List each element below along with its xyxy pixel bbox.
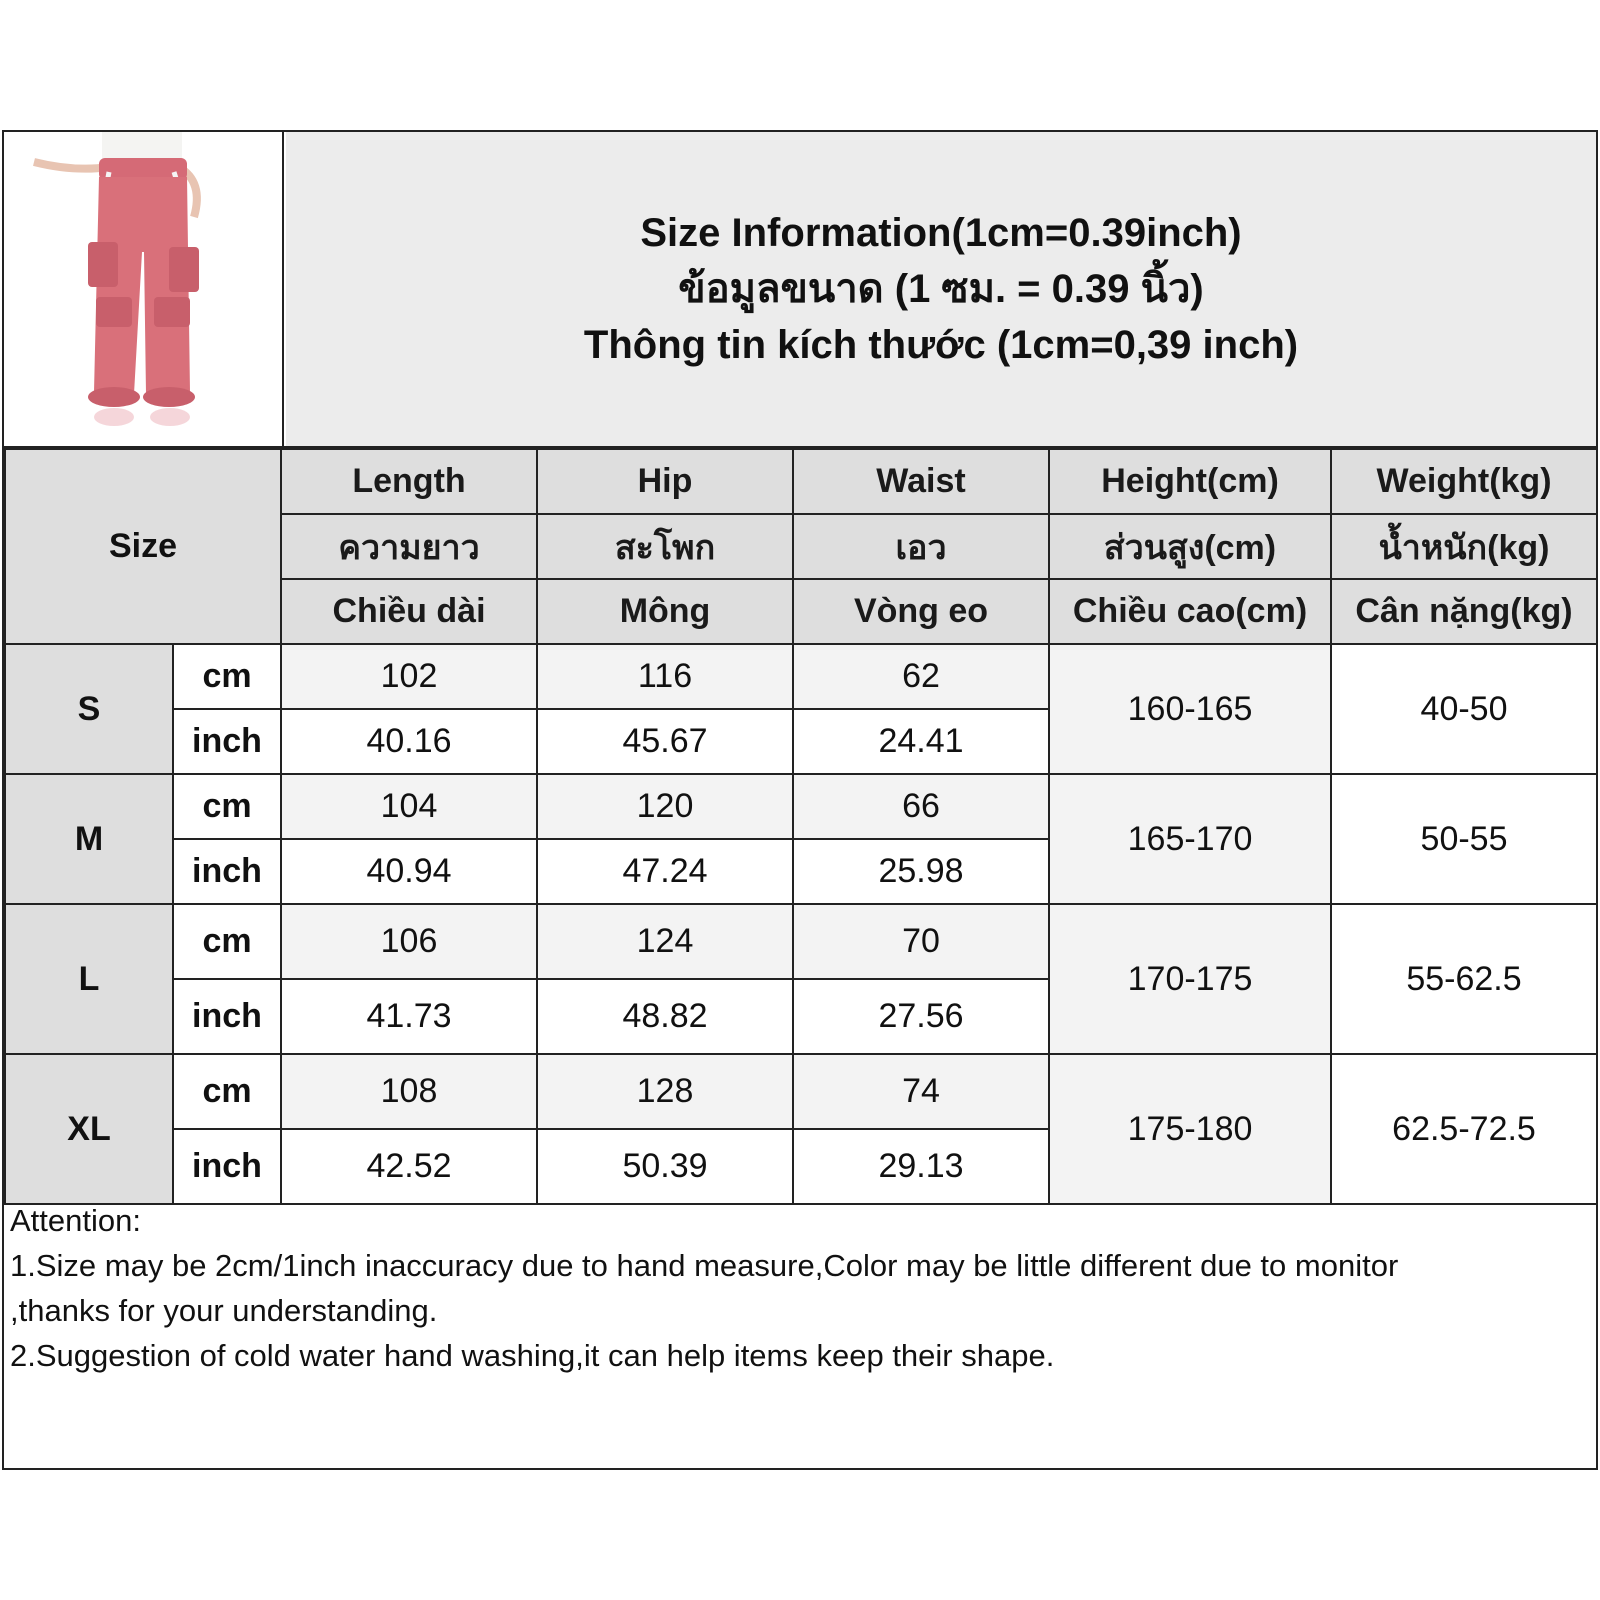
header-waist-th: เอว xyxy=(793,514,1049,579)
cell-value: 40.94 xyxy=(281,839,537,904)
height-range: 170-175 xyxy=(1049,904,1331,1054)
header-length-vi: Chiều dài xyxy=(281,579,537,644)
height-range: 165-170 xyxy=(1049,774,1331,904)
cell-value: 42.52 xyxy=(281,1129,537,1204)
cell-value: 106 xyxy=(281,904,537,979)
unit-label: inch xyxy=(173,979,281,1054)
weight-range: 50-55 xyxy=(1331,774,1597,904)
header-hip-en: Hip xyxy=(537,449,793,514)
size-label: M xyxy=(5,774,173,904)
height-range: 175-180 xyxy=(1049,1054,1331,1204)
table-row xyxy=(5,1054,1597,1129)
chart-header xyxy=(4,132,1596,448)
header-length-th: ความยาว xyxy=(281,514,537,579)
unit-label: cm xyxy=(173,774,281,839)
table-row xyxy=(5,904,1597,979)
unit-label: inch xyxy=(173,1129,281,1204)
table-row xyxy=(5,774,1597,839)
header-waist-en: Waist xyxy=(793,449,1049,514)
cell-value: 41.73 xyxy=(281,979,537,1054)
attention-notes xyxy=(4,1194,1596,1382)
size-chart xyxy=(2,130,1598,1470)
header-length-en: Length xyxy=(281,449,537,514)
cell-value: 66 xyxy=(793,774,1049,839)
cell-value: 25.98 xyxy=(793,839,1049,904)
header-weight-en: Weight(kg) xyxy=(1331,449,1597,514)
header-height-th: ส่วนสูง(cm) xyxy=(1049,514,1331,579)
cell-value: 116 xyxy=(537,644,793,709)
cell-value: 62 xyxy=(793,644,1049,709)
header-height-en: Height(cm) xyxy=(1049,449,1331,514)
header-hip-th: สะโพก xyxy=(537,514,793,579)
cell-value: 104 xyxy=(281,774,537,839)
header-weight-vi: Cân nặng(kg) xyxy=(1331,579,1597,644)
cell-value: 45.67 xyxy=(537,709,793,774)
unit-label: cm xyxy=(173,904,281,979)
unit-label: inch xyxy=(173,839,281,904)
cell-value: 48.82 xyxy=(537,979,793,1054)
header-waist-vi: Vòng eo xyxy=(793,579,1049,644)
cell-value: 128 xyxy=(537,1054,793,1129)
header-hip-vi: Mông xyxy=(537,579,793,644)
cell-value: 40.16 xyxy=(281,709,537,774)
unit-label: cm xyxy=(173,1054,281,1129)
size-label: XL xyxy=(5,1054,173,1204)
weight-range: 55-62.5 xyxy=(1331,904,1597,1054)
notes-heading: Attention: xyxy=(10,1203,141,1238)
title-vietnamese: Thông tin kích thước (1cm=0,39 inch) xyxy=(583,323,1299,367)
cell-value: 50.39 xyxy=(537,1129,793,1204)
table-row xyxy=(5,644,1597,709)
weight-range: 62.5-72.5 xyxy=(1331,1054,1597,1204)
unit-label: inch xyxy=(173,709,281,774)
cell-value: 70 xyxy=(793,904,1049,979)
pink-cargo-pants-photo xyxy=(4,132,282,446)
cell-value: 102 xyxy=(281,644,537,709)
height-range: 160-165 xyxy=(1049,644,1331,774)
size-header: Size xyxy=(5,449,281,644)
cell-value: 24.41 xyxy=(793,709,1049,774)
header-weight-th: น้ำหนัก(kg) xyxy=(1331,514,1597,579)
title-english: Size Information(1cm=0.39inch) xyxy=(640,211,1242,255)
cell-value: 27.56 xyxy=(793,979,1049,1054)
cell-value: 108 xyxy=(281,1054,537,1129)
header-row-english xyxy=(5,449,1597,514)
cell-value: 124 xyxy=(537,904,793,979)
note-1: 1.Size may be 2cm/1inch inaccuracy due to hand measure,Color may be little different due to monitor xyxy=(10,1248,1399,1283)
weight-range: 40-50 xyxy=(1331,644,1597,774)
cell-value: 74 xyxy=(793,1054,1049,1129)
note-1-continued: ,thanks for your understanding. xyxy=(10,1293,438,1328)
product-photo xyxy=(4,132,284,446)
chart-title xyxy=(286,132,1596,446)
note-2: 2.Suggestion of cold water hand washing,it can help items keep their shape. xyxy=(10,1338,1055,1373)
size-table xyxy=(4,448,1598,1205)
cell-value: 47.24 xyxy=(537,839,793,904)
title-thai: ข้อมูลขนาด (1 ซม. = 0.39 นิ้ว) xyxy=(678,267,1204,311)
cell-value: 29.13 xyxy=(793,1129,1049,1204)
size-label: S xyxy=(5,644,173,774)
size-label: L xyxy=(5,904,173,1054)
unit-label: cm xyxy=(173,644,281,709)
header-height-vi: Chiều cao(cm) xyxy=(1049,579,1331,644)
cell-value: 120 xyxy=(537,774,793,839)
